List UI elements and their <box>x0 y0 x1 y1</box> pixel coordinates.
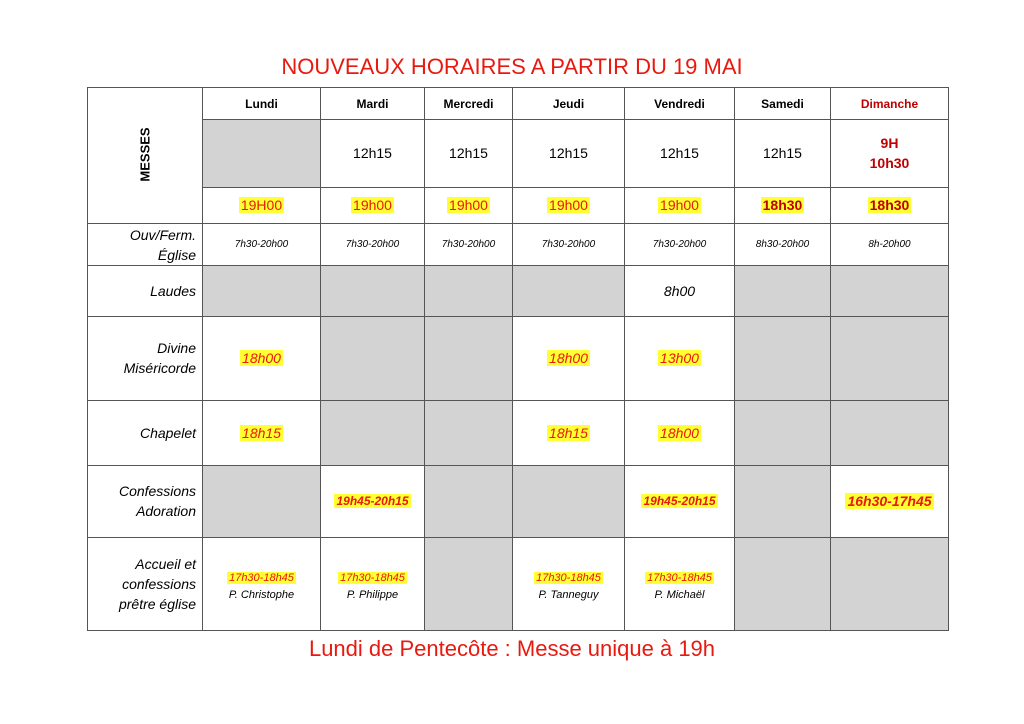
divine-dimanche <box>831 316 949 401</box>
laudes-row <box>88 266 949 316</box>
ouverture-jeudi: 7h30-20h00 <box>513 223 625 265</box>
chapelet-vendredi <box>625 401 735 465</box>
priest-name: P. Christophe <box>228 588 295 601</box>
accueil-mercredi <box>425 538 513 631</box>
ouverture-mercredi: 7h30-20h00 <box>425 223 513 265</box>
divine-label <box>88 316 203 401</box>
messes-evening-lundi <box>203 187 321 223</box>
laudes-dimanche <box>831 266 949 316</box>
divine-label-line2: Miséricorde <box>123 360 196 377</box>
divine-jeudi <box>513 316 625 401</box>
time-highlight: 17h30-18h45 <box>647 571 712 584</box>
day-header-mercredi: Mercredi <box>425 88 513 120</box>
accueil-label-line2: confessions <box>122 576 196 593</box>
messes-noon-row <box>88 120 949 187</box>
time-highlight: 19h45-20h15 <box>643 494 716 509</box>
messes-evening-row <box>88 187 949 223</box>
messes-noon-mercredi: 12h15 <box>425 120 513 187</box>
divine-vendredi <box>625 316 735 401</box>
confessions-mardi <box>321 465 425 538</box>
divine-row <box>88 316 949 401</box>
messes-evening-jeudi <box>513 187 625 223</box>
chapelet-samedi <box>735 401 831 465</box>
ouverture-lundi: 7h30-20h00 <box>203 223 321 265</box>
ouverture-mardi: 7h30-20h00 <box>321 223 425 265</box>
accueil-label-line1: Accueil et <box>135 556 196 573</box>
priest-name: P. Tanneguy <box>538 588 599 601</box>
divine-lundi <box>203 316 321 401</box>
messes-noon-lundi <box>203 120 321 187</box>
time-highlight: 18h00 <box>549 350 588 367</box>
divine-mercredi <box>425 316 513 401</box>
confessions-label-line1: Confessions <box>118 483 196 500</box>
time-highlight: 19H00 <box>240 197 283 214</box>
sunday-mass-1: 9H <box>880 135 899 152</box>
messes-label: MESSES <box>137 127 153 183</box>
laudes-samedi <box>735 266 831 316</box>
footer-note: Lundi de Pentecôte : Messe unique à 19h <box>308 636 716 661</box>
ouverture-row <box>88 223 949 265</box>
confessions-dimanche <box>831 465 949 538</box>
page-title: NOUVEAUX HORAIRES A PARTIR DU 19 MAI <box>281 54 743 79</box>
chapelet-dimanche <box>831 401 949 465</box>
time-highlight: 18h15 <box>242 424 281 441</box>
accueil-dimanche <box>831 538 949 631</box>
messes-noon-samedi: 12h15 <box>735 120 831 187</box>
day-header-lundi: Lundi <box>203 88 321 120</box>
accueil-label-line3: prêtre église <box>118 596 196 613</box>
laudes-mercredi <box>425 266 513 316</box>
messes-evening-vendredi <box>625 187 735 223</box>
priest-name: P. Philippe <box>346 588 399 601</box>
chapelet-mercredi <box>425 401 513 465</box>
time-highlight: 19h00 <box>660 197 699 214</box>
time-highlight: 18h30 <box>869 197 910 214</box>
day-header-mardi: Mardi <box>321 88 425 120</box>
messes-noon-jeudi: 12h15 <box>513 120 625 187</box>
confessions-row <box>88 465 949 538</box>
confessions-label <box>88 465 203 538</box>
chapelet-row <box>88 401 949 465</box>
header-row <box>88 88 949 120</box>
accueil-jeudi <box>513 538 625 631</box>
divine-label-line1: Divine <box>157 340 196 357</box>
chapelet-lundi <box>203 401 321 465</box>
confessions-mercredi <box>425 465 513 538</box>
ouverture-label <box>88 223 203 265</box>
divine-mardi <box>321 316 425 401</box>
time-highlight: 19h00 <box>353 197 392 214</box>
messes-noon-dimanche <box>831 120 949 187</box>
laudes-label: Laudes <box>88 266 203 316</box>
messes-evening-samedi <box>735 187 831 223</box>
confessions-label-line2: Adoration <box>136 503 196 520</box>
day-header-jeudi: Jeudi <box>513 88 625 120</box>
messes-evening-mardi <box>321 187 425 223</box>
time-highlight: 19h00 <box>549 197 588 214</box>
time-highlight: 13h00 <box>660 350 699 367</box>
accueil-label <box>88 538 203 631</box>
ouverture-label-line2: Église <box>157 246 196 263</box>
priest-name: P. Michaël <box>654 588 705 601</box>
sunday-mass-2: 10h30 <box>869 155 910 172</box>
messes-noon-vendredi: 12h15 <box>625 120 735 187</box>
chapelet-mardi <box>321 401 425 465</box>
day-header-dimanche: Dimanche <box>831 88 949 120</box>
laudes-vendredi: 8h00 <box>625 266 735 316</box>
confessions-jeudi <box>513 465 625 538</box>
day-header-vendredi: Vendredi <box>625 88 735 120</box>
time-highlight: 17h30-18h45 <box>229 571 294 584</box>
ouverture-vendredi: 7h30-20h00 <box>625 223 735 265</box>
accueil-vendredi <box>625 538 735 631</box>
ouverture-label-line1: Ouv/Ferm. <box>129 226 196 243</box>
confessions-samedi <box>735 465 831 538</box>
time-highlight: 18h30 <box>762 197 803 214</box>
messes-evening-mercredi <box>425 187 513 223</box>
messes-evening-dimanche <box>831 187 949 223</box>
time-highlight: 19h45-20h15 <box>336 494 409 509</box>
time-highlight: 19h00 <box>449 197 488 214</box>
laudes-lundi <box>203 266 321 316</box>
time-highlight: 17h30-18h45 <box>340 571 405 584</box>
time-highlight: 18h15 <box>549 424 588 441</box>
accueil-row <box>88 538 949 631</box>
confessions-vendredi <box>625 465 735 538</box>
accueil-lundi <box>203 538 321 631</box>
laudes-jeudi <box>513 266 625 316</box>
ouverture-dimanche: 8h-20h00 <box>831 223 949 265</box>
accueil-samedi <box>735 538 831 631</box>
day-header-samedi: Samedi <box>735 88 831 120</box>
schedule-table <box>87 87 949 631</box>
time-highlight: 18h00 <box>242 350 281 367</box>
time-highlight: 16h30-17h45 <box>847 493 932 510</box>
laudes-mardi <box>321 266 425 316</box>
time-highlight: 17h30-18h45 <box>536 571 601 584</box>
confessions-lundi <box>203 465 321 538</box>
chapelet-label: Chapelet <box>88 401 203 465</box>
ouverture-samedi: 8h30-20h00 <box>735 223 831 265</box>
messes-noon-mardi: 12h15 <box>321 120 425 187</box>
time-highlight: 18h00 <box>660 424 699 441</box>
chapelet-jeudi <box>513 401 625 465</box>
accueil-mardi <box>321 538 425 631</box>
divine-samedi <box>735 316 831 401</box>
messes-label-cell <box>88 88 203 224</box>
